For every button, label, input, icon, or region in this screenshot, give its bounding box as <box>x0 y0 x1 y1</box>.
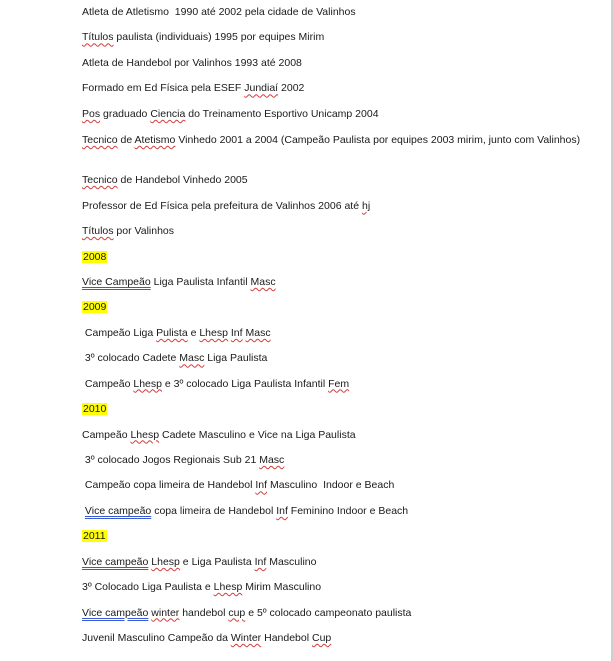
paragraph[interactable] <box>82 606 582 631</box>
text-run: Professor de Ed Física pela prefeitura de Valinhos 2006 até <box>82 199 362 212</box>
spelling-flagged-word: Pulista <box>156 326 188 339</box>
text-run: Juvenil Masculino Campeão da <box>82 632 231 645</box>
paragraph[interactable] <box>82 5 582 30</box>
text-run: Liga Paulista Infantil <box>150 275 251 288</box>
document-body[interactable] <box>82 5 582 657</box>
text-run: Atleta de Handebol por Valinhos 1993 até 2008 <box>82 56 302 69</box>
paragraph[interactable] <box>82 30 582 55</box>
spelling-flagged-word: Tecnico <box>82 134 118 147</box>
spelling-flagged-word: hj <box>361 199 371 212</box>
spelling-flagged-word: Títulos <box>82 31 114 44</box>
spelling-flagged-word: Masc <box>245 326 271 339</box>
spelling-flagged-word: Atetismo <box>134 134 176 147</box>
text-run: e 5º colocado campeonato paulista <box>245 606 412 619</box>
text-run: 2010 <box>83 403 107 416</box>
text-run: 2011 <box>83 530 106 543</box>
spelling-flagged-word: cup <box>228 606 246 619</box>
spelling-flagged-word: Ciencia <box>150 107 186 120</box>
text-run: Campeão <box>82 377 134 390</box>
spelling-flagged-word: Pos <box>82 107 101 120</box>
highlighted-year <box>82 530 107 542</box>
paragraph[interactable] <box>82 173 582 198</box>
year-heading[interactable] <box>82 300 582 325</box>
spelling-flagged-word: Masc <box>250 275 276 288</box>
paragraph[interactable] <box>82 555 582 580</box>
text-run: Handebol <box>261 632 312 645</box>
spelling-flagged-word: Lhesp <box>199 326 228 339</box>
text-run: Campeão copa limeira de Handebol <box>82 479 256 492</box>
paragraph[interactable] <box>82 351 582 376</box>
text-run: e Liga Paulista <box>179 555 255 568</box>
text-run: Masculino <box>266 555 317 568</box>
text-run: graduado <box>100 107 151 120</box>
text-run: Cadete Masculino e Vice na Liga Paulista <box>159 428 356 441</box>
paragraph[interactable] <box>82 199 582 224</box>
text-run: do Treinamento Esportivo Unicamp 2004 <box>185 107 379 120</box>
paragraph[interactable] <box>82 224 582 249</box>
paragraph[interactable] <box>82 631 582 656</box>
text-run: 2009 <box>83 301 107 314</box>
highlighted-year <box>82 251 107 263</box>
paragraph[interactable] <box>82 504 582 529</box>
text-run: por Valinhos <box>113 225 175 238</box>
text-run: copa limeira de Handebol <box>151 504 277 517</box>
spelling-flagged-word: Tecnico <box>82 174 118 187</box>
grammar-flagged-phrase: Vice campeão <box>82 555 149 568</box>
paragraph[interactable] <box>82 56 582 81</box>
text-run: 3º Colocado Liga Paulista e <box>82 581 214 594</box>
paragraph[interactable] <box>82 132 582 173</box>
highlighted-year <box>82 403 107 415</box>
grammar-flagged-phrase: Vice campeão <box>82 606 149 619</box>
paragraph[interactable] <box>82 81 582 106</box>
spelling-flagged-word: Jundiaí <box>244 82 279 95</box>
text-run: 2008 <box>83 250 107 263</box>
spelling-flagged-word: Cup <box>311 632 332 645</box>
paragraph[interactable] <box>82 107 582 132</box>
spelling-flagged-word: Lhesp <box>130 428 160 441</box>
paragraph[interactable] <box>82 377 582 402</box>
paragraph[interactable] <box>82 580 582 605</box>
spelling-flagged-word: Lhesp <box>151 555 180 568</box>
text-run: Mirim Masculino <box>242 581 322 594</box>
grammar-flagged-phrase: Vice campeão <box>84 504 152 517</box>
text-run: de <box>117 134 135 147</box>
year-heading[interactable] <box>82 529 582 554</box>
text-run: e <box>187 326 200 339</box>
year-heading[interactable] <box>82 402 582 427</box>
spelling-flagged-word: Winter <box>230 632 262 645</box>
highlighted-year <box>82 301 107 313</box>
spelling-flagged-word: Fem <box>328 377 350 390</box>
text-run: 3º colocado Cadete <box>82 352 180 365</box>
spelling-flagged-word: Lhesp <box>213 581 243 594</box>
text-run: Atleta de Atletismo 1990 até 2002 pela cidade de Valinhos <box>82 6 356 18</box>
paragraph[interactable] <box>82 478 582 503</box>
spelling-flagged-word: Inf <box>276 504 288 517</box>
paragraph[interactable] <box>82 453 582 478</box>
text-run: 3º colocado Jogos Regionais Sub 21 <box>82 454 260 466</box>
spelling-flagged-word: Inf <box>230 326 243 339</box>
text-run: 2002 <box>278 82 305 95</box>
text-run: Masculino Indoor e Beach <box>267 479 395 492</box>
text-run: paulista (individuais) 1995 por equipes Mirim <box>113 31 325 44</box>
paragraph[interactable] <box>82 428 582 453</box>
text-run: Liga Paulista <box>204 352 268 365</box>
year-heading[interactable] <box>82 250 582 275</box>
spelling-flagged-word: Masc <box>179 352 205 365</box>
text-run: Formado em Ed Física pela ESEF <box>82 82 245 95</box>
text-run: Feminino Indoor e Beach <box>287 504 409 517</box>
spelling-flagged-word: Títulos <box>82 225 114 238</box>
paragraph[interactable] <box>82 275 582 300</box>
spelling-flagged-word: Inf <box>255 479 268 492</box>
text-run: Campeão <box>82 428 131 441</box>
grammar-flagged-phrase: Vice Campeão <box>82 275 151 288</box>
spelling-flagged-word: winter <box>151 606 180 619</box>
spelling-flagged-word: Masc <box>259 454 285 466</box>
text-run: de Handebol Vinhedo 2005 <box>117 174 248 187</box>
text-run: handebol <box>179 606 229 619</box>
text-run: Vinhedo 2001 a 2004 (Campeão Paulista por equipes 2003 mirim, junto com Valinhos) <box>175 134 581 147</box>
spelling-flagged-word: Inf <box>254 555 267 568</box>
paragraph[interactable] <box>82 326 582 351</box>
spelling-flagged-word: Lhesp <box>133 377 162 390</box>
text-run: Campeão Liga <box>82 326 157 339</box>
text-run: e 3º colocado Liga Paulista Infantil <box>161 377 329 390</box>
